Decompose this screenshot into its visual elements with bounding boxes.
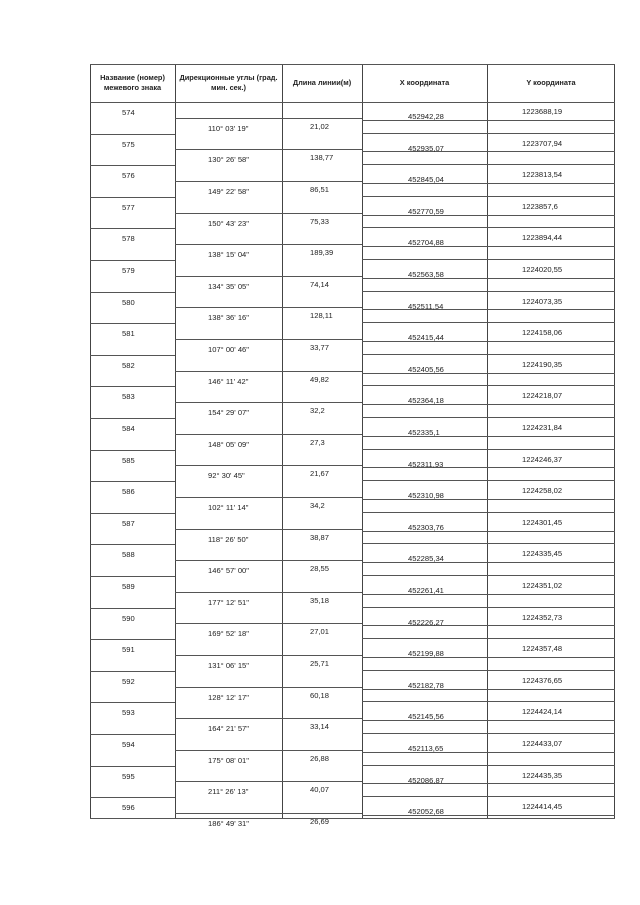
line-length: 74,14 xyxy=(310,279,330,289)
row-separator xyxy=(90,260,175,261)
x-coordinate: 452113,65 xyxy=(408,744,444,753)
row-separator xyxy=(362,543,615,544)
direction-angle: 150° 43' 23" xyxy=(208,218,249,228)
point-name: 593 xyxy=(122,708,135,718)
x-coordinate: 452303,76 xyxy=(408,522,444,532)
point-name: 592 xyxy=(122,676,135,686)
point-name: 585 xyxy=(122,455,135,465)
row-separator xyxy=(362,562,615,563)
table-column-border xyxy=(614,64,615,819)
y-coordinate: 1224352,73 xyxy=(522,612,563,622)
line-length: 27,3 xyxy=(310,437,325,447)
row-separator xyxy=(362,638,615,639)
row-separator xyxy=(175,560,362,561)
row-separator xyxy=(90,544,175,545)
direction-angle: 138° 15' 04" xyxy=(208,250,249,260)
row-separator xyxy=(175,434,362,435)
table-bottom-border xyxy=(90,818,615,819)
row-separator xyxy=(175,276,362,277)
line-length: 138,77 xyxy=(310,153,334,163)
row-separator xyxy=(90,323,175,324)
line-length: 40,07 xyxy=(310,785,330,795)
y-coordinate: 1223894,44 xyxy=(522,233,563,243)
row-separator xyxy=(90,165,175,166)
y-coordinate: 1224351,02 xyxy=(522,581,563,590)
row-separator xyxy=(175,687,362,688)
row-separator xyxy=(175,402,362,403)
table-column-border xyxy=(175,64,176,819)
line-length: 26,88 xyxy=(310,753,330,763)
x-coordinate: 452845,04 xyxy=(408,175,444,185)
row-separator xyxy=(362,341,615,342)
x-coordinate: 452311,93 xyxy=(408,459,444,469)
row-separator xyxy=(362,120,615,121)
row-separator xyxy=(362,531,615,532)
y-coordinate: 1224357,48 xyxy=(522,644,563,654)
direction-angle: 92° 30' 45" xyxy=(208,471,245,481)
y-coordinate: 1224190,35 xyxy=(522,359,563,369)
direction-angle: 128° 12' 17" xyxy=(208,692,249,702)
row-separator xyxy=(90,355,175,356)
row-separator xyxy=(362,689,615,690)
row-separator xyxy=(362,657,615,658)
line-length: 35,18 xyxy=(310,595,330,605)
y-coordinate: 1224435,35 xyxy=(522,770,563,780)
table-column-border xyxy=(282,64,283,819)
row-separator xyxy=(90,481,175,482)
y-coordinate: 1224258,02 xyxy=(522,486,563,496)
direction-angle: 107° 00' 46" xyxy=(208,345,249,354)
direction-angle: 164° 21' 57" xyxy=(208,724,249,734)
row-separator xyxy=(362,449,615,450)
row-separator xyxy=(362,796,615,797)
line-length: 25,71 xyxy=(310,659,330,668)
line-length: 32,2 xyxy=(310,406,325,416)
x-coordinate: 452364,18 xyxy=(408,396,444,406)
row-separator xyxy=(362,467,615,468)
row-separator xyxy=(175,529,362,530)
x-coordinate: 452704,88 xyxy=(408,238,444,248)
row-separator xyxy=(362,151,615,152)
x-coordinate: 452086,87 xyxy=(408,775,444,785)
row-separator xyxy=(90,702,175,703)
row-separator xyxy=(362,385,615,386)
line-length: 189,39 xyxy=(310,248,334,258)
y-coordinate: 1224414,45 xyxy=(522,802,563,812)
x-coordinate: 452199,88 xyxy=(408,649,444,659)
row-separator xyxy=(362,594,615,595)
header-line-length: Длина линии(м) xyxy=(292,78,352,87)
line-length: 34,2 xyxy=(310,501,325,510)
row-separator xyxy=(362,765,615,766)
row-separator xyxy=(362,246,615,247)
direction-angle: 186° 49' 31" xyxy=(208,819,249,828)
row-separator xyxy=(90,734,175,735)
row-separator xyxy=(90,766,175,767)
point-name: 595 xyxy=(122,771,135,781)
row-separator xyxy=(362,512,615,513)
row-separator xyxy=(90,134,175,135)
row-separator xyxy=(362,309,615,310)
direction-angle: 177° 12' 51" xyxy=(208,597,249,607)
y-coordinate: 1224020,55 xyxy=(522,265,563,274)
y-coordinate: 1224433,07 xyxy=(522,739,563,748)
point-name: 586 xyxy=(122,487,135,497)
row-separator xyxy=(90,639,175,640)
table-column-border xyxy=(487,64,488,819)
row-separator xyxy=(362,752,615,753)
y-coordinate: 1224301,45 xyxy=(522,517,563,527)
row-separator xyxy=(175,371,362,372)
x-coordinate: 452145,56 xyxy=(408,712,444,722)
line-length: 21,02 xyxy=(310,121,330,131)
direction-angle: 148° 05' 09" xyxy=(208,439,249,449)
x-coordinate: 452770,59 xyxy=(408,206,444,216)
y-coordinate: 1223707,94 xyxy=(522,138,563,148)
row-separator xyxy=(175,813,362,814)
direction-angle: 130° 26' 58" xyxy=(208,155,249,165)
line-length: 26,69 xyxy=(310,817,330,826)
x-coordinate: 452052,68 xyxy=(408,807,444,817)
x-coordinate: 452511,54 xyxy=(408,301,444,311)
line-length: 49,82 xyxy=(310,374,330,384)
header-point-name: Название (номер) межевого знака xyxy=(100,73,165,92)
row-separator xyxy=(362,701,615,702)
row-separator xyxy=(362,607,615,608)
y-coordinate: 1224335,45 xyxy=(522,549,563,559)
line-length: 60,18 xyxy=(310,690,330,700)
direction-angle: 146° 57' 00" xyxy=(208,566,249,576)
table-column-border xyxy=(90,64,91,819)
line-length: 21,67 xyxy=(310,469,330,479)
row-separator xyxy=(362,670,615,671)
row-separator xyxy=(362,480,615,481)
line-length: 33,77 xyxy=(310,343,330,352)
header-bottom-border xyxy=(90,102,615,103)
row-separator xyxy=(362,733,615,734)
point-name: 589 xyxy=(122,582,135,591)
row-separator xyxy=(362,215,615,216)
row-separator xyxy=(90,386,175,387)
direction-angle: 154° 29' 07" xyxy=(208,408,249,418)
coordinates-table xyxy=(90,64,615,828)
row-separator xyxy=(362,183,615,184)
row-separator xyxy=(175,592,362,593)
row-separator xyxy=(90,576,175,577)
row-separator xyxy=(362,322,615,323)
line-length: 86,51 xyxy=(310,185,330,194)
x-coordinate: 452405,56 xyxy=(408,364,444,374)
direction-angle: 169° 52' 18" xyxy=(208,629,249,639)
direction-angle: 138° 36' 16" xyxy=(208,313,249,323)
x-coordinate: 452563,58 xyxy=(408,270,444,279)
y-coordinate: 1224376,65 xyxy=(522,675,563,685)
line-length: 27,01 xyxy=(310,627,330,637)
x-coordinate: 452285,34 xyxy=(408,554,444,564)
row-separator xyxy=(175,750,362,751)
point-name: 580 xyxy=(122,297,135,307)
row-separator xyxy=(362,625,615,626)
point-name: 576 xyxy=(122,171,135,181)
y-coordinate: 1224158,06 xyxy=(522,328,563,338)
point-name: 594 xyxy=(122,740,135,749)
row-separator xyxy=(90,228,175,229)
row-separator xyxy=(175,339,362,340)
row-separator xyxy=(175,244,362,245)
x-coordinate: 452261,41 xyxy=(408,586,444,595)
point-name: 588 xyxy=(122,550,135,560)
point-name: 578 xyxy=(122,234,135,244)
direction-angle: 102° 11' 14" xyxy=(208,503,249,512)
row-separator xyxy=(362,436,615,437)
direction-angle: 131° 06' 15" xyxy=(208,661,249,670)
row-separator xyxy=(90,292,175,293)
x-coordinate: 452942,28 xyxy=(408,112,444,121)
row-separator xyxy=(175,497,362,498)
line-length: 128,11 xyxy=(310,311,333,321)
point-name: 587 xyxy=(122,518,135,528)
row-separator xyxy=(362,373,615,374)
row-separator xyxy=(362,783,615,784)
row-separator xyxy=(362,417,615,418)
row-separator xyxy=(175,118,362,119)
x-coordinate: 452415,44 xyxy=(408,333,444,343)
row-separator xyxy=(362,354,615,355)
row-separator xyxy=(175,213,362,214)
row-separator xyxy=(175,655,362,656)
row-separator xyxy=(362,815,615,816)
row-separator xyxy=(362,164,615,165)
direction-angle: 134° 35' 05" xyxy=(208,281,249,291)
direction-angle: 146° 11' 42" xyxy=(208,376,249,386)
row-separator xyxy=(90,513,175,514)
point-name: 574 xyxy=(122,108,135,117)
header-direction-angle: Дирекционные углы (град. мин. сек.) xyxy=(179,73,278,92)
row-separator xyxy=(175,781,362,782)
direction-angle: 175° 08' 01" xyxy=(208,755,249,765)
x-coordinate: 452182,78 xyxy=(408,680,444,690)
row-separator xyxy=(362,499,615,500)
row-separator xyxy=(175,181,362,182)
row-separator xyxy=(90,418,175,419)
y-coordinate: 1224073,35 xyxy=(522,296,563,306)
line-length: 28,55 xyxy=(310,564,330,574)
row-separator xyxy=(90,450,175,451)
point-name: 591 xyxy=(122,645,135,655)
row-separator xyxy=(90,608,175,609)
row-separator xyxy=(175,623,362,624)
row-separator xyxy=(362,278,615,279)
point-name: 575 xyxy=(122,139,135,149)
y-coordinate: 1224424,14 xyxy=(522,707,563,717)
direction-angle: 110° 03' 19" xyxy=(208,123,249,133)
header-x-coordinate: X координата xyxy=(399,78,450,87)
point-name: 579 xyxy=(122,266,135,275)
line-length: 75,33 xyxy=(310,216,330,226)
point-name: 596 xyxy=(122,803,135,813)
point-name: 584 xyxy=(122,424,135,433)
y-coordinate: 1223857,6 xyxy=(522,201,558,211)
x-coordinate: 452310,98 xyxy=(408,491,444,501)
row-separator xyxy=(362,227,615,228)
point-name: 583 xyxy=(122,392,135,402)
y-coordinate: 1223813,54 xyxy=(522,170,563,180)
row-separator xyxy=(362,575,615,576)
point-name: 582 xyxy=(122,360,135,370)
y-coordinate: 1224218,07 xyxy=(522,391,563,401)
direction-angle: 211° 26' 13" xyxy=(208,787,249,797)
direction-angle: 118° 26' 50" xyxy=(208,534,249,544)
row-separator xyxy=(362,259,615,260)
row-separator xyxy=(362,404,615,405)
row-separator xyxy=(175,149,362,150)
x-coordinate: 452335,1 xyxy=(408,428,440,437)
y-coordinate: 1223688,19 xyxy=(522,107,563,116)
x-coordinate: 452935,07 xyxy=(408,143,444,153)
row-separator xyxy=(362,291,615,292)
row-separator xyxy=(175,307,362,308)
point-name: 577 xyxy=(122,202,135,212)
line-length: 38,87 xyxy=(310,532,330,542)
row-separator xyxy=(175,465,362,466)
row-separator xyxy=(90,197,175,198)
line-length: 33,14 xyxy=(310,722,330,732)
direction-angle: 149° 22' 58" xyxy=(208,187,249,196)
point-name: 581 xyxy=(122,329,135,339)
row-separator xyxy=(362,133,615,134)
point-name: 590 xyxy=(122,613,135,623)
table-column-border xyxy=(362,64,363,819)
y-coordinate: 1224246,37 xyxy=(522,454,563,464)
x-coordinate: 452226,27 xyxy=(408,617,444,627)
row-separator xyxy=(362,196,615,197)
header-y-coordinate: Y координата xyxy=(526,78,576,87)
row-separator xyxy=(90,671,175,672)
row-separator xyxy=(175,718,362,719)
row-separator xyxy=(362,720,615,721)
row-separator xyxy=(90,797,175,798)
table-top-border xyxy=(90,64,615,65)
y-coordinate: 1224231,84 xyxy=(522,423,563,432)
